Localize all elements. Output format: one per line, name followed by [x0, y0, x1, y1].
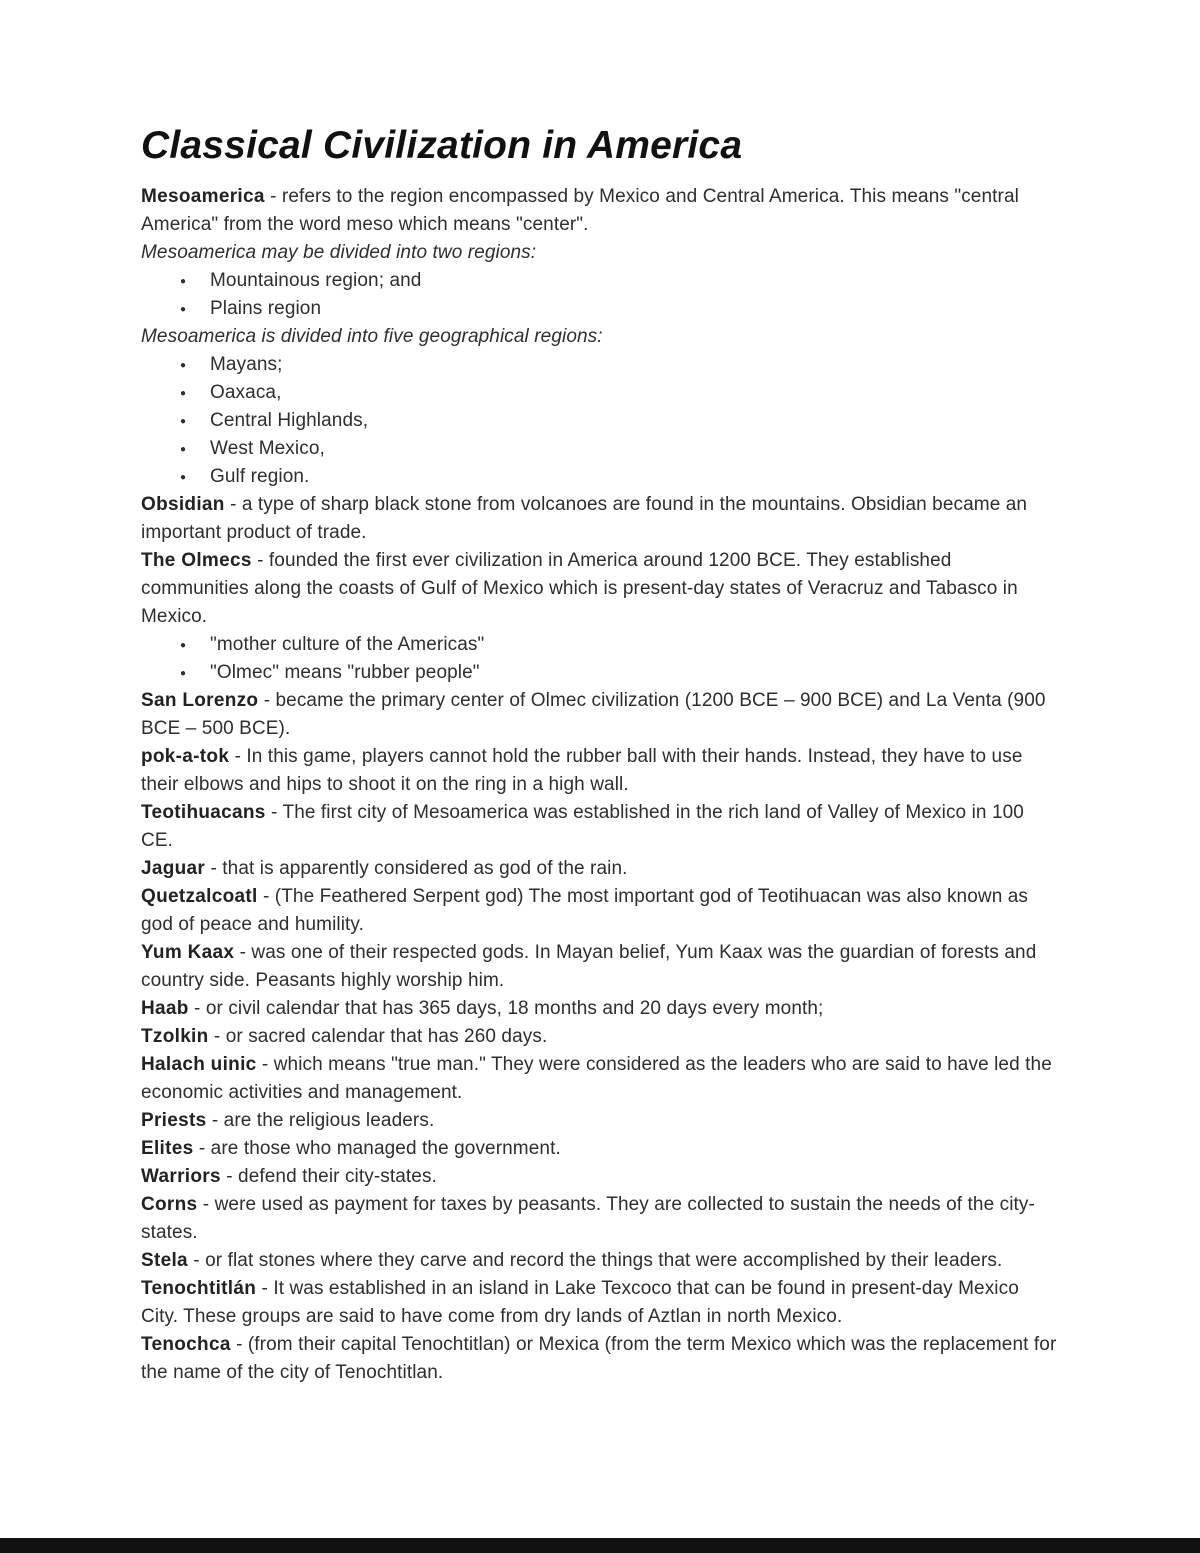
- definition-term: Halach uinic: [141, 1053, 257, 1075]
- definition-term: Yum Kaax: [141, 941, 235, 963]
- italic-lead-line: Mesoamerica may be divided into two regions:: [141, 241, 537, 263]
- definition-text: - are those who managed the government.: [193, 1137, 561, 1159]
- definition-text: - a type of sharp black stone from volcanoes are found in the mountains. Obsidian became an important product of trade.: [141, 493, 1028, 543]
- bullet-item: ● Plains region: [141, 295, 1058, 323]
- definition-paragraph: [141, 883, 1058, 939]
- definition-term: Stela: [141, 1249, 188, 1271]
- definition-paragraph: [141, 1331, 1058, 1387]
- bullet-item: ● Mountainous region; and: [141, 267, 1058, 295]
- definition-text: - which means "true man." They were considered as the leaders who are said to have led the economic activities and management.: [141, 1053, 1052, 1103]
- definition-paragraph: [141, 939, 1058, 995]
- definition-paragraph: [141, 995, 1058, 1023]
- bullet-item: ● Central Highlands,: [141, 407, 1058, 435]
- definition-text: - are the religious leaders.: [206, 1109, 435, 1131]
- definition-text: - or civil calendar that has 365 days, 18 months and 20 days every month;: [188, 997, 824, 1019]
- definition-term: Warriors: [141, 1165, 221, 1187]
- definition-text: - that is apparently considered as god of the rain.: [205, 857, 628, 879]
- document-blocks: [141, 183, 1058, 1387]
- italic-lead-line: Mesoamerica is divided into five geographical regions:: [141, 325, 603, 347]
- bullet-item: ● "mother culture of the Americas": [141, 631, 1058, 659]
- definition-paragraph: [141, 687, 1058, 743]
- bullet-list: [141, 351, 1058, 491]
- bullet-list: [141, 631, 1058, 687]
- definition-term: Jaguar: [141, 857, 206, 879]
- bullet-item: ● Oaxaca,: [141, 379, 1058, 407]
- definition-term: Obsidian: [141, 493, 225, 515]
- definition-text: - In this game, players cannot hold the rubber ball with their hands. Instead, they have to use their elbows and hips to shoot it on the ring in a high wall.: [141, 745, 1023, 795]
- page-title: Classical Civilization in America: [141, 124, 743, 167]
- definition-text: - were used as payment for taxes by peasants. They are collected to sustain the needs of the city-states.: [141, 1193, 1035, 1243]
- bullet-item: ● "Olmec" means "rubber people": [141, 659, 1058, 687]
- definition-paragraph: [141, 1023, 1058, 1051]
- definition-text: - The first city of Mesoamerica was established in the rich land of Valley of Mexico in 100 CE.: [141, 801, 1024, 851]
- definition-term: Corns: [141, 1193, 198, 1215]
- definition-term: Tenochca: [141, 1333, 231, 1355]
- definition-term: Elites: [141, 1137, 194, 1159]
- definition-term: San Lorenzo: [141, 689, 259, 711]
- definition-term: Haab: [141, 997, 189, 1019]
- bullet-item: ● West Mexico,: [141, 435, 1058, 463]
- definition-term: pok-a-tok: [141, 745, 230, 767]
- definition-term: The Olmecs: [141, 549, 252, 571]
- definition-paragraph: [141, 855, 1058, 883]
- definition-text: - or sacred calendar that has 260 days.: [208, 1025, 548, 1047]
- bullet-list: [141, 267, 1058, 323]
- definition-paragraph: [141, 183, 1058, 239]
- definition-text: - or flat stones where they carve and record the things that were accomplished by their leaders.: [187, 1249, 1003, 1271]
- bullet-item: ● Gulf region.: [141, 463, 1058, 491]
- definition-text: - became the primary center of Olmec civilization (1200 BCE – 900 BCE) and La Venta (900 BCE – 500 BCE).: [141, 689, 1046, 739]
- definition-paragraph: [141, 1107, 1058, 1135]
- definition-paragraph: [141, 1051, 1058, 1107]
- definition-text: - It was established in an island in Lake Texcoco that can be found in present-day Mexico City. These groups are said to have come from dry lands of Aztlan in north Mexico.: [141, 1277, 1019, 1327]
- definition-text: - (The Feathered Serpent god) The most important god of Teotihuacan was also known as god of peace and humility.: [141, 885, 1029, 935]
- definition-paragraph: [141, 1135, 1058, 1163]
- definition-term: Tzolkin: [141, 1025, 209, 1047]
- definition-term: Priests: [141, 1109, 207, 1131]
- definition-term: Teotihuacans: [141, 801, 266, 823]
- definition-paragraph: [141, 1247, 1058, 1275]
- definition-text: - refers to the region encompassed by Mexico and Central America. This means "central America" from the word meso which means "center".: [141, 185, 1019, 235]
- definition-term: Mesoamerica: [141, 185, 265, 207]
- definition-term: Quetzalcoatl: [141, 885, 258, 907]
- definition-text: - founded the first ever civilization in America around 1200 BCE. They established communities along the coasts of Gulf of Mexico which is present-day states of Veracruz and Tabasco in Mexico.: [141, 549, 1018, 627]
- definition-term: Tenochtitlán: [141, 1277, 257, 1299]
- definition-text: - (from their capital Tenochtitlan) or Mexica (from the term Mexico which was the replacement for the name of the city of Tenochtitlan.: [141, 1333, 1057, 1383]
- definition-paragraph: [141, 547, 1058, 631]
- definition-paragraph: [141, 799, 1058, 855]
- definition-paragraph: [141, 1163, 1058, 1191]
- definition-paragraph: [141, 491, 1058, 547]
- definition-paragraph: [141, 743, 1058, 799]
- definition-text: - defend their city-states.: [220, 1165, 437, 1187]
- definition-text: - was one of their respected gods. In Mayan belief, Yum Kaax was the guardian of forests and country side. Peasants highly worship him.: [141, 941, 1037, 991]
- bullet-item: ● Mayans;: [141, 351, 1058, 379]
- bottom-bar: [0, 1538, 1200, 1553]
- definition-paragraph: [141, 1191, 1058, 1247]
- definition-paragraph: [141, 1275, 1058, 1331]
